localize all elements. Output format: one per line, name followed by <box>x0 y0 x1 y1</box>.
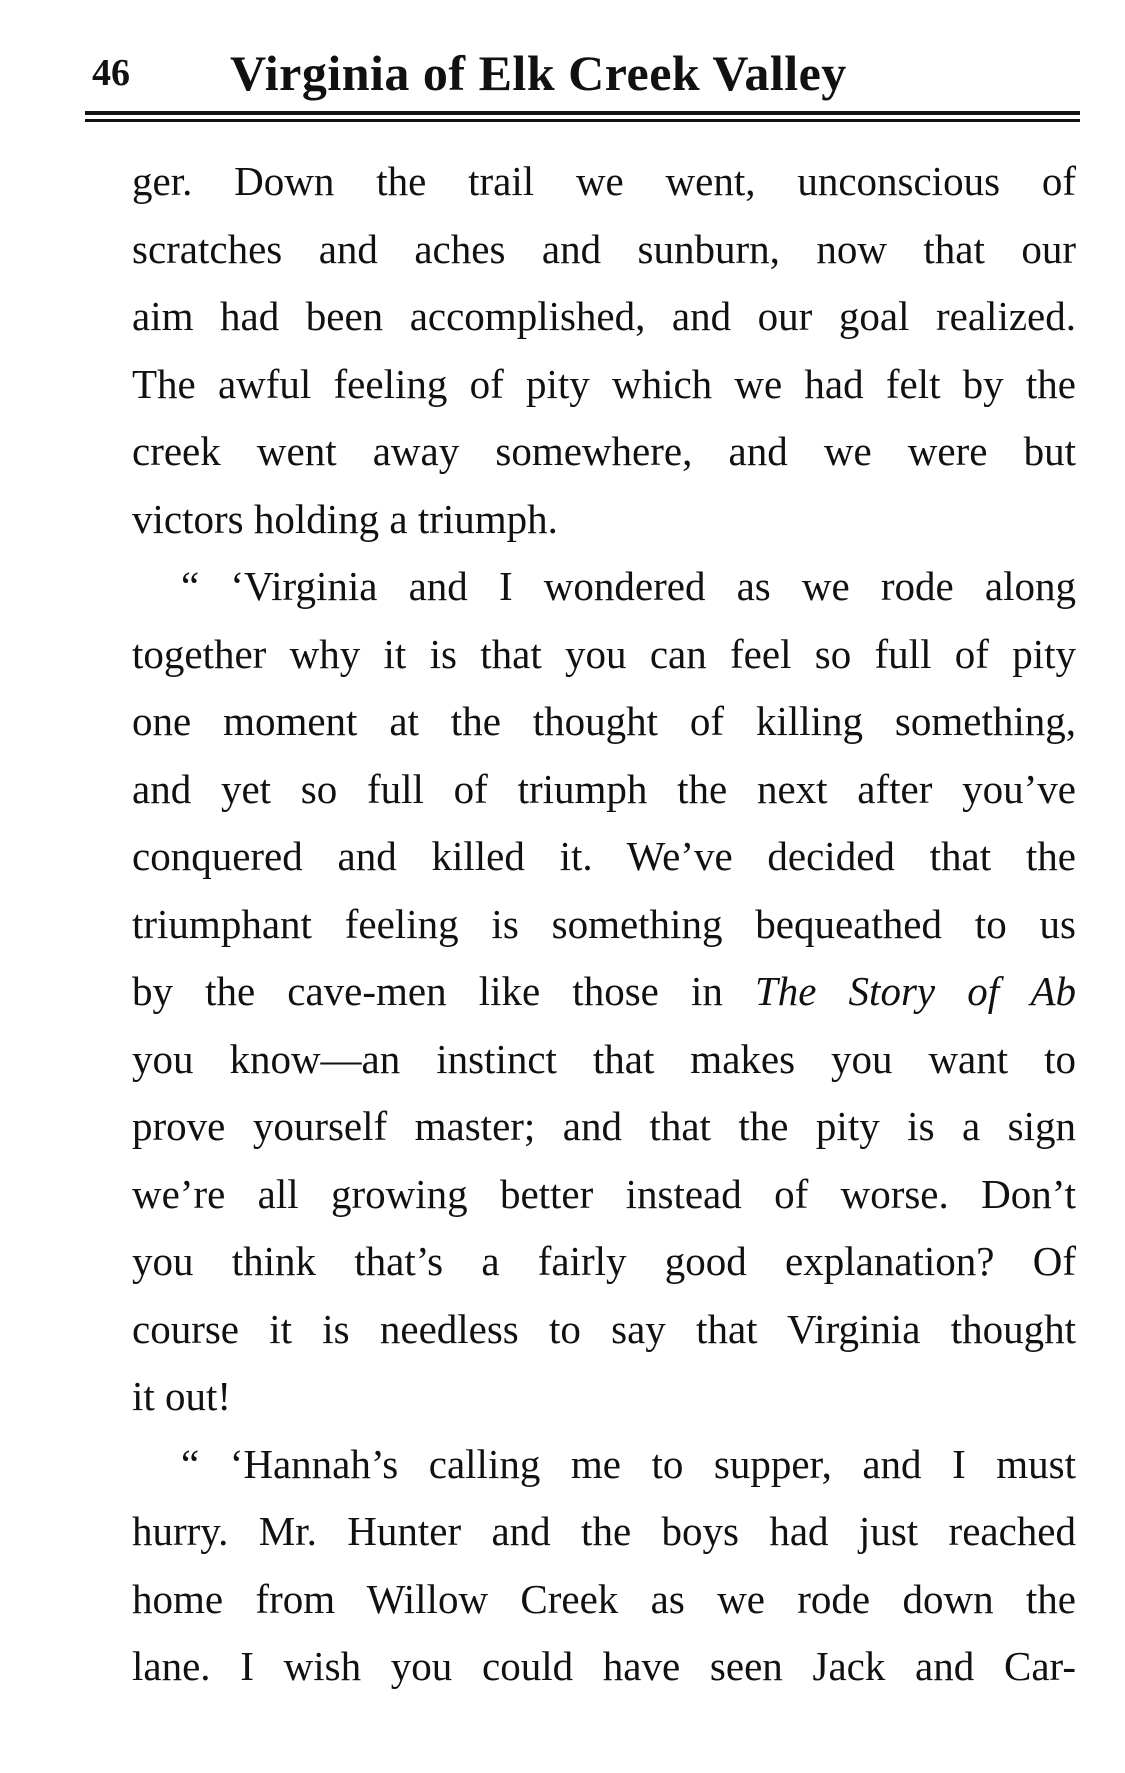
text-line: scratches and aches and sunburn, now that our <box>132 225 1076 272</box>
text-line: prove yourself master; and that the pity is a sign <box>132 1103 1076 1149</box>
running-title: Virginia of Elk Creek Valley <box>230 45 847 101</box>
text-line-start: by the cave-men like those in <box>132 968 755 1014</box>
page-number: 46 <box>92 52 130 94</box>
text-line: one moment at the thought of killing something, <box>132 698 1076 744</box>
text-line: “ ‘Hannah’s calling me to supper, and I must <box>181 1440 1076 1487</box>
text-line: “ ‘Virginia and I wondered as we rode along <box>181 563 1076 609</box>
page-header <box>92 40 1082 110</box>
text-line: creek went away somewhere, and we were but <box>132 428 1076 474</box>
text-line: you think that’s a fairly good explanation? Of <box>132 1238 1076 1284</box>
book-title-italic: The Story of Ab <box>754 968 1076 1014</box>
text-line: it out! <box>132 1373 232 1419</box>
text-line: together why it is that you can feel so full of pity <box>132 630 1076 677</box>
text-line: triumphant feeling is something bequeathed to us <box>132 900 1076 947</box>
body-text <box>132 148 1076 1701</box>
text-line: you know—an instinct that makes you want to <box>132 1035 1076 1082</box>
text-line: home from Willow Creek as we rode down the <box>132 1575 1076 1622</box>
text-line: and yet so full of triumph the next after you’ve <box>132 765 1076 812</box>
text-line-with-title <box>132 958 1076 1026</box>
text-line: we’re all growing better instead of worse. Don’t <box>132 1170 1076 1217</box>
header-rule-thick <box>85 111 1080 115</box>
text-line: victors holding a triumph. <box>132 495 558 542</box>
text-line: aim had been accomplished, and our goal realized. <box>132 293 1076 339</box>
header-rule-thin <box>85 119 1080 122</box>
text-line: conquered and killed it. We’ve decided that the <box>132 833 1076 879</box>
text-line: ger. Down the trail we went, unconscious of <box>132 158 1076 204</box>
text-line: The awful feeling of pity which we had felt by the <box>132 360 1076 407</box>
text-line: lane. I wish you could have seen Jack and Car- <box>132 1643 1076 1689</box>
text-line: hurry. Mr. Hunter and the boys had just reached <box>132 1508 1076 1554</box>
text-line: course it is needless to say that Virginia thought <box>132 1305 1076 1352</box>
